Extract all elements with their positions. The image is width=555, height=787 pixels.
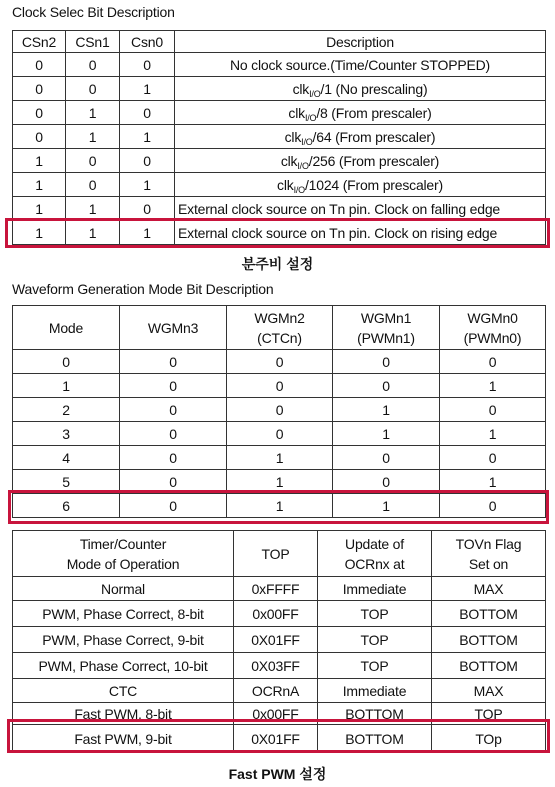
timer-header-row — [13, 531, 546, 577]
cell: 0 — [120, 374, 227, 398]
table-row — [13, 653, 546, 679]
cell: CTC — [13, 679, 234, 703]
cell: 0 — [120, 398, 227, 422]
table-row — [13, 53, 546, 77]
cell: BOTTOM — [432, 653, 546, 679]
cell: 1 — [120, 125, 175, 149]
table-row-highlighted — [13, 725, 546, 753]
cell: 0 — [440, 446, 546, 470]
clock-table-title: Clock Selec Bit Description — [12, 4, 175, 20]
description-cell: External clock source on Tn pin. Clock on rising edge — [175, 221, 546, 245]
header-wgmn0: WGMn0 (PWMn0) — [440, 306, 546, 350]
timer-mode-table — [12, 530, 546, 753]
cell: 0 — [227, 350, 333, 374]
cell: 3 — [13, 422, 120, 446]
cell: 2 — [13, 398, 120, 422]
table-row — [13, 350, 546, 374]
description-cell: clk$_{I/O}$/8 (From prescaler) — [175, 101, 546, 125]
cell: 0 — [227, 422, 333, 446]
cell: 0 — [13, 77, 66, 101]
cell: 1 — [333, 422, 440, 446]
cell: MAX — [432, 679, 546, 703]
cell: 0 — [333, 350, 440, 374]
cell: 0 — [66, 77, 120, 101]
cell: 0 — [120, 149, 175, 173]
cell: 1 — [120, 173, 175, 197]
clock-header-row — [13, 31, 546, 53]
table-row — [13, 77, 546, 101]
cell: 1 — [13, 173, 66, 197]
cell: 0 — [66, 173, 120, 197]
description-cell: clk$_{I/O}$/256 (From prescaler) — [175, 149, 546, 173]
header-csn1: CSn1 — [66, 31, 120, 53]
description-cell: No clock source.(Time/Counter STOPPED) — [175, 53, 546, 77]
cell: BOTTOM — [318, 725, 432, 753]
table-row — [13, 398, 546, 422]
cell: 0 — [120, 446, 227, 470]
header-top: TOP — [234, 531, 318, 577]
table-row — [13, 125, 546, 149]
cell: BOTTOM — [432, 627, 546, 653]
cell: 1 — [66, 125, 120, 149]
cell: 1 — [227, 446, 333, 470]
table-row — [13, 627, 546, 653]
cell: 1 — [333, 494, 440, 518]
header-mode-of-operation: Timer/Counter Mode of Operation — [13, 531, 234, 577]
table-row — [13, 703, 546, 725]
description-cell: clk$_{I/O}$/1024 (From prescaler) — [175, 173, 546, 197]
clock-select-table — [12, 30, 546, 245]
header-csn0: Csn0 — [120, 31, 175, 53]
cell: 0 — [333, 470, 440, 494]
table-row — [13, 679, 546, 703]
cell: 0 — [13, 125, 66, 149]
cell: Normal — [13, 577, 234, 601]
header-wgmn2: WGMn2 (CTCn) — [227, 306, 333, 350]
cell: 0 — [13, 101, 66, 125]
cell: 0 — [227, 374, 333, 398]
cell: 1 — [66, 197, 120, 221]
cell: 0X03FF — [234, 653, 318, 679]
cell: 1 — [440, 470, 546, 494]
cell: 0x00FF — [234, 703, 318, 725]
cell: PWM, Phase Correct, 10-bit — [13, 653, 234, 679]
cell: Fast PWM, 8-bit — [13, 703, 234, 725]
cell: 1 — [333, 398, 440, 422]
table-row — [13, 470, 546, 494]
description-cell: clk$_{I/O}$/1 (No prescaling) — [175, 77, 546, 101]
cell: 1 — [440, 422, 546, 446]
cell: PWM, Phase Correct, 8-bit — [13, 601, 234, 627]
cell: 1 — [440, 374, 546, 398]
cell: TOP — [318, 601, 432, 627]
cell: 0 — [120, 101, 175, 125]
table-row-highlighted — [13, 221, 546, 245]
cell: 1 — [13, 149, 66, 173]
table-row-highlighted — [13, 494, 546, 518]
cell: BOTTOM — [432, 601, 546, 627]
header-update-ocrnx: Update of OCRnx at — [318, 531, 432, 577]
cell: 1 — [120, 77, 175, 101]
table-row — [13, 601, 546, 627]
table-row — [13, 577, 546, 601]
cell: 1 — [120, 221, 175, 245]
waveform-mode-table — [12, 305, 546, 518]
cell: 0 — [13, 53, 66, 77]
table-row — [13, 173, 546, 197]
cell: 0X01FF — [234, 725, 318, 753]
cell: 1 — [227, 470, 333, 494]
cell: 1 — [13, 221, 66, 245]
cell: 1 — [227, 494, 333, 518]
header-wgmn1: WGMn1 (PWMn1) — [333, 306, 440, 350]
cell: Immediate — [318, 577, 432, 601]
cell: 0 — [227, 398, 333, 422]
table-row — [13, 197, 546, 221]
waveform-table-title: Waveform Generation Mode Bit Description — [12, 281, 274, 297]
table-row — [13, 374, 546, 398]
header-mode: Mode — [13, 306, 120, 350]
cell: 0 — [440, 398, 546, 422]
cell: 0 — [66, 149, 120, 173]
cell: 1 — [13, 197, 66, 221]
cell: PWM, Phase Correct, 9-bit — [13, 627, 234, 653]
waveform-header-row — [13, 306, 546, 350]
header-wgmn3: WGMn3 — [120, 306, 227, 350]
cell: TOP — [432, 703, 546, 725]
cell: 0xFFFF — [234, 577, 318, 601]
table-row — [13, 149, 546, 173]
cell: Fast PWM, 9-bit — [13, 725, 234, 753]
table-row — [13, 446, 546, 470]
description-cell: External clock source on Tn pin. Clock on falling edge — [175, 197, 546, 221]
description-cell: clk$_{I/O}$/64 (From prescaler) — [175, 125, 546, 149]
cell: 0X01FF — [234, 627, 318, 653]
table-row — [13, 422, 546, 446]
cell: 0 — [66, 53, 120, 77]
timer-caption: Fast PWM 설정 — [228, 766, 327, 782]
cell: 0x00FF — [234, 601, 318, 627]
cell: 6 — [13, 494, 120, 518]
cell: 1 — [13, 374, 120, 398]
cell: 0 — [120, 350, 227, 374]
cell: 0 — [120, 197, 175, 221]
cell: 4 — [13, 446, 120, 470]
cell: 1 — [66, 101, 120, 125]
cell: 0 — [333, 446, 440, 470]
cell: 0 — [120, 494, 227, 518]
cell: 0 — [333, 374, 440, 398]
cell: Immediate — [318, 679, 432, 703]
cell: 5 — [13, 470, 120, 494]
cell: 0 — [120, 53, 175, 77]
cell: 0 — [120, 422, 227, 446]
cell: 0 — [120, 470, 227, 494]
cell: TOp — [432, 725, 546, 753]
cell: TOP — [318, 627, 432, 653]
header-csn2: CSn2 — [13, 31, 66, 53]
cell: OCRnA — [234, 679, 318, 703]
cell: MAX — [432, 577, 546, 601]
header-description: Description — [175, 31, 546, 53]
table-row — [13, 101, 546, 125]
cell: BOTTOM — [318, 703, 432, 725]
cell: 0 — [440, 494, 546, 518]
cell: 0 — [13, 350, 120, 374]
cell: 0 — [440, 350, 546, 374]
clock-caption: 분주비 설정 — [241, 256, 314, 272]
header-tovn-flag: TOVn Flag Set on — [432, 531, 546, 577]
cell: 1 — [66, 221, 120, 245]
cell: TOP — [318, 653, 432, 679]
